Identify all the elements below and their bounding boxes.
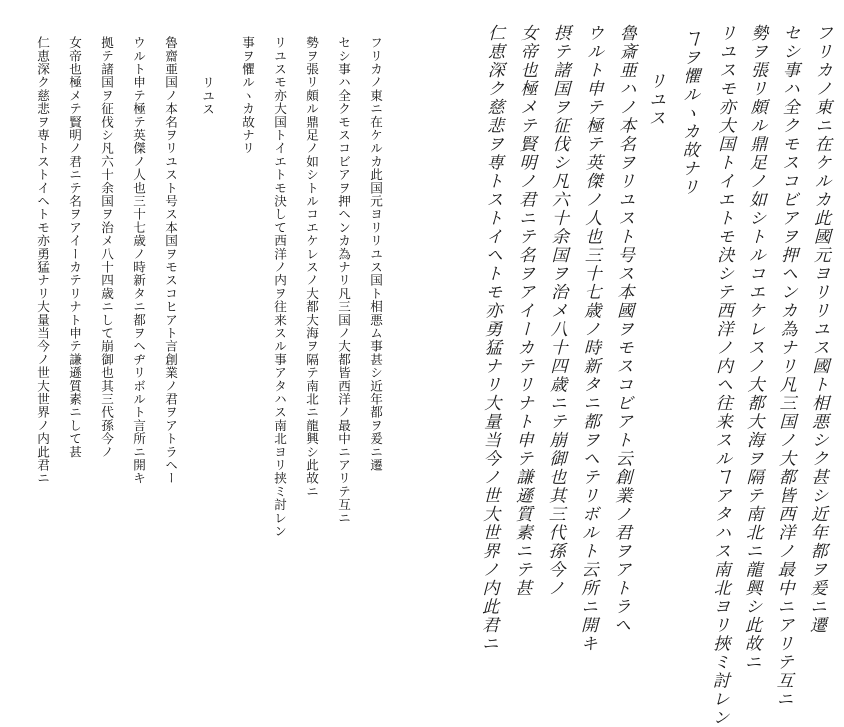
transcription-line-11: 仁恵深ク慈悲ヲ専トストイヘトモ亦勇猛ナリ大量当今ノ世大世界ノ内此君ニ: [35, 36, 50, 485]
manuscript-line-5: ヿヲ懼ルヽカ故ナリ: [678, 29, 700, 197]
transcription-line-4: リユスモ亦大国トイエトモ決して西洋ノ内ヲ往来スル事アタハス南北ヨリ挟ミ討レン: [272, 36, 287, 538]
transcription-line-2: セシ事ハ全クモスコビアヲ押ヘンカ為ナリ凡三国ノ大都皆西洋ノ最中ニアリテ互ニ: [336, 36, 351, 525]
manuscript-line-1: フリカノ東ニ在ケルカ此國元ヨリリユス國ト相悪シク甚シ近年都ヲ爰ニ遷: [805, 23, 833, 635]
manuscript-line-9: 摂テ諸国ヲ征伐シ凡六十余国ヲ治メ八十四歳ニテ崩御也其三代孫今ノ: [543, 23, 571, 598]
transcription-line-3: 勢ヲ張リ頗ル鼎足ノ如シトルコエケレスノ大都大海ヲ隔テ南北ニ龍興シ此故ニ: [304, 36, 319, 498]
manuscript-line-3: 勢ヲ張リ頗ル鼎足ノ如シトルコエケレスノ大都大海ヲ隔テ南北ニ龍興シ此故ニ: [740, 23, 768, 672]
transcription-line-5: 事ヲ懼ルヽカ故ナリ: [240, 36, 255, 155]
transcription-line-7: 魯齋亜国ノ本名ヲリユスト号ス本国ヲモスコヒアト言創業ノ君ヲアトラヘー: [163, 36, 178, 485]
manuscript-line-4: リユスモ亦大国トイエトモ決シテ西洋ノ内ヘ往来スルヿアタハス南北ヨリ挾ミ討レン: [708, 23, 736, 727]
manuscript-line-2: セシ事ハ全クモスコビアヲ押ヘンカ為ナリ凡三国ノ大都皆西洋ノ最中ニアリテ互ニ: [772, 23, 800, 709]
transcription-line-8: ウルト申テ極テ英傑ノ人也三十七歳ノ時新タニ都ヲヘヂリボルト言所ニ開キ: [131, 36, 146, 485]
typed-transcription: [0, 0, 412, 616]
transcription-line-1: フリカノ東ニ在ケルカ此国元ヨリリユス国ト相悪ム事甚シ近年都ヲ爰ニ遷: [368, 36, 383, 472]
manuscript-heading: リユス: [644, 71, 666, 128]
manuscript-line-7: 魯斎亜ハノ本名ヲリユスト号ス本國ヲモスコビアト云創業ノ君ヲアトラヘ: [609, 23, 637, 635]
transcription-line-9: 拠テ諸国ヲ征伐シ凡六十余国ヲ治メ八十四歳ニして崩御也其三代孫今ノ: [99, 36, 114, 459]
manuscript-line-10: 女帝也極メテ賢明ノ君ニテ名ヲアイーカテリナト申テ謙遜質素ニテ甚: [510, 23, 538, 598]
transcription-line-10: 女帝也極メテ賢明ノ君ニテ名ヲアイーカテリナト申テ謙遜質素ニして甚: [67, 36, 82, 459]
handwritten-manuscript: [418, 0, 844, 727]
transcription-heading: リユス: [200, 76, 215, 116]
manuscript-line-11: 仁恵深ク慈悲ヲ専トストイヘトモ亦勇猛ナリ大量当今ノ世大世界ノ内此君ニ: [477, 23, 505, 654]
manuscript-line-8: ウルト申テ極テ英傑ノ人也三十七歳ノ時新タニ都ヲヘテリボルト云所ニ開キ: [576, 23, 604, 654]
